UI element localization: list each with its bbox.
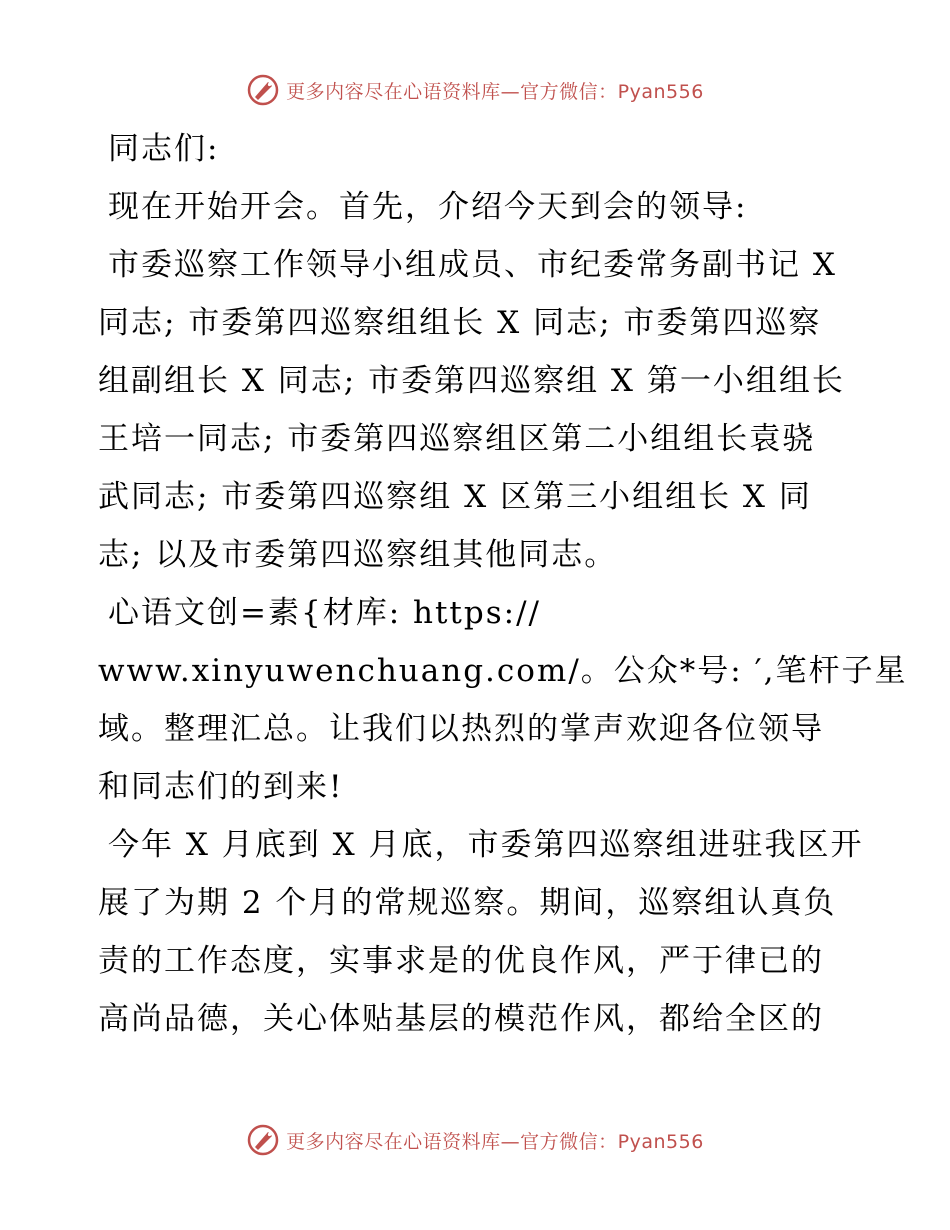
paragraph-line: www.xinyuwenchuang.com/。公众*号: ′,笔杆子星 [98, 653, 908, 689]
paragraph-line: 王培一同志; 市委第四巡察组区第二小组组长袁骁 [98, 421, 816, 457]
pen-nib-logo-icon [246, 1123, 280, 1157]
pen-nib-logo-icon [246, 73, 280, 107]
paragraph-line: 责的工作态度，实事求是的优良作风，严于律已的 [98, 943, 824, 979]
greeting-line: 同志们: [108, 131, 220, 167]
paragraph-line: 同志; 市委第四巡察组组长 X 同志; 市委第四巡察 [98, 305, 822, 341]
paragraph-line: 今年 X 月底到 X 月底，市委第四巡察组进驻我区开 [108, 827, 864, 863]
footer-watermark-text: 更多内容尽在心语资料库—官方微信：Pyan556 [286, 1130, 704, 1153]
paragraph-4 [98, 816, 864, 1048]
paragraph-line: 和同志们的到来! [98, 769, 344, 805]
paragraph-1 [98, 178, 858, 236]
paragraph-3 [98, 584, 908, 816]
footer-watermark-banner [0, 1120, 950, 1160]
paragraph-2 [98, 236, 858, 584]
paragraph-line: 高尚品德，关心体贴基层的模范作风，都给全区的 [98, 1001, 824, 1037]
header-watermark-text: 更多内容尽在心语资料库—官方微信：Pyan556 [286, 80, 704, 103]
paragraph-line: 志; 以及市委第四巡察组其他同志。 [98, 537, 618, 573]
paragraph-line: 现在开始开会。首先，介绍今天到会的领导: [108, 189, 748, 225]
document-body [98, 120, 908, 1048]
paragraph-line: 展了为期 2 个月的常规巡察。期间，巡察组认真负 [98, 885, 837, 921]
header-watermark-banner [0, 70, 950, 110]
paragraph-line: 武同志; 市委第四巡察组 X 区第三小组组长 X 同 [98, 479, 812, 515]
greeting [98, 120, 858, 178]
paragraph-line: 市委巡察工作领导小组成员、市纪委常务副书记 X [108, 247, 837, 283]
paragraph-line: 域。整理汇总。让我们以热烈的掌声欢迎各位领导 [98, 711, 824, 747]
paragraph-line: 心语文创=素{材库: https:// [108, 595, 541, 631]
paragraph-line: 组副组长 X 同志; 市委第四巡察组 X 第一小组组长 [98, 363, 845, 399]
